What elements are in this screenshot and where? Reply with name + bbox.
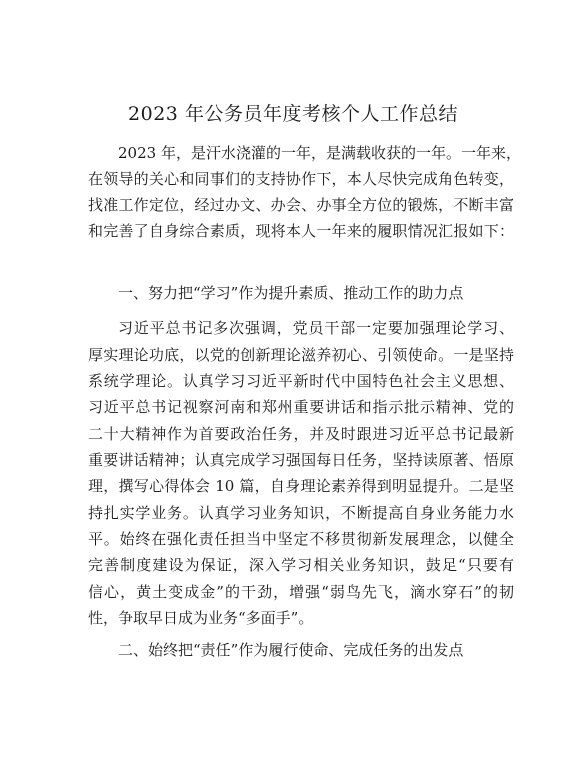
document-title: 2023 年公务员年度考核个人工作总结: [128, 103, 458, 125]
paragraph-line: 二十大精神作为首要政治任务，并及时跟进习近平总书记最新: [88, 425, 514, 443]
paragraph-line: 习近平总书记视察河南和郑州重要讲话和指示批示精神、党的: [88, 398, 514, 416]
paragraph-line: 理，撰写心得体会 10 篇，自身理论素养得到明显提升。二是坚: [88, 477, 514, 495]
intro-line: 找准工作定位，经过办文、办会、办事全方位的锻炼，不断丰富: [88, 196, 514, 214]
section-heading-1: 一、努力把“学习”作为提升素质、推动工作的助力点: [118, 284, 464, 302]
paragraph-line: 重要讲话精神；认真完成学习强国每日任务，坚持读原著、悟原: [88, 451, 514, 469]
intro-line: 在领导的关心和同事们的支持协作下，本人尽快完成角色转变，: [88, 170, 514, 188]
paragraph-line: 平。始终在强化责任担当中坚定不移贯彻新发展理念，以健全: [88, 530, 514, 548]
paragraph-line: 厚实理论功底，以党的创新理论滋养初心、引领使命。一是坚持: [88, 346, 514, 364]
paragraph-line: 习近平总书记多次强调，党员干部一定要加强理论学习、: [118, 319, 514, 337]
intro-line: 2023 年，是汗水浇灌的一年，是满载收获的一年。一年来，: [118, 144, 521, 162]
intro-line: 和完善了自身综合素质，现将本人一年来的履职情况汇报如下：: [88, 222, 514, 240]
section-heading-2: 二、始终把“责任”作为履行使命、完成任务的出发点: [118, 641, 464, 659]
paragraph-line: 持扎实学业务。认真学习业务知识，不断提高自身业务能力水: [88, 504, 514, 522]
paragraph-line: 性，争取早日成为业务“多面手”。: [88, 609, 314, 627]
paragraph-line: 系统学理论。认真学习习近平新时代中国特色社会主义思想、: [88, 372, 514, 390]
paragraph-line: 信心，黄土变成金”的干劲，增强“弱鸟先飞，滴水穿石”的韧: [88, 583, 514, 601]
paragraph-line: 完善制度建设为保证，深入学习相关业务知识，鼓足“只要有: [88, 556, 514, 574]
